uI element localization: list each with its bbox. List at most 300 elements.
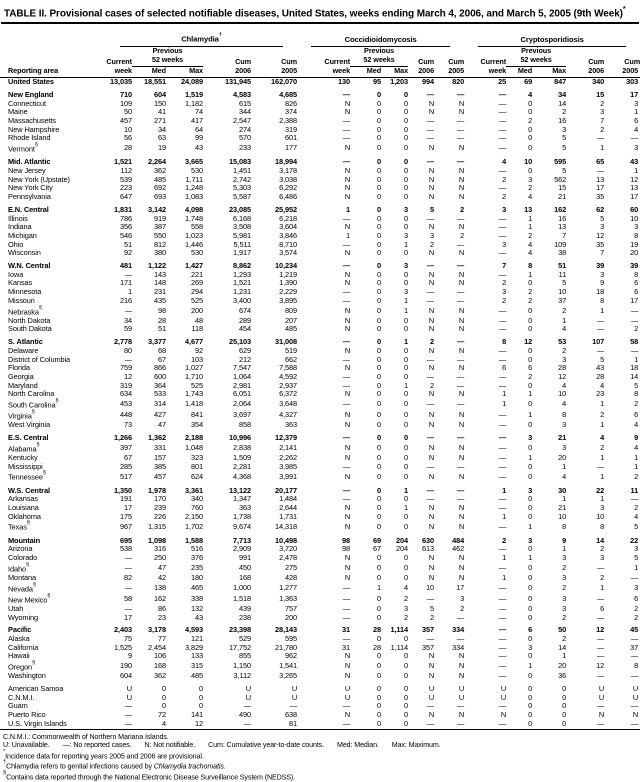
table-row xyxy=(0,306,640,317)
value-cell: 2,478 xyxy=(251,554,297,563)
value-cell: — xyxy=(297,495,350,504)
value-cell: 18 xyxy=(604,364,640,373)
value-cell: 207 xyxy=(251,317,297,326)
value-cell: 28 xyxy=(350,626,381,635)
table-row xyxy=(0,410,640,421)
value-cell: — xyxy=(297,463,350,472)
value-cell: 238 xyxy=(203,614,251,623)
value-cell: — xyxy=(408,134,434,143)
value-cell: 69 xyxy=(506,78,532,87)
value-cell: — xyxy=(464,347,506,356)
value-cell: 809 xyxy=(251,306,297,317)
value-cell: 18 xyxy=(566,288,604,297)
value-cell: 4 xyxy=(532,399,566,410)
value-cell: 1 xyxy=(604,563,640,574)
table-row xyxy=(0,232,640,241)
value-cell: 1,150 xyxy=(203,661,251,672)
value-cell: 162 xyxy=(132,594,166,605)
value-cell: 1,451 xyxy=(203,167,251,176)
reporting-area-cell: Colorado xyxy=(0,554,106,563)
value-cell: 760 xyxy=(166,504,203,513)
table-row xyxy=(0,338,640,347)
value-cell: 250 xyxy=(132,554,166,563)
value-cell: 340 xyxy=(166,495,203,504)
value-cell: 37 xyxy=(532,297,566,306)
table-row xyxy=(0,364,640,373)
disease-group-header-row xyxy=(0,24,640,47)
value-cell: — xyxy=(297,297,350,306)
value-cell: 2 xyxy=(464,279,506,288)
value-cell: 1 xyxy=(566,495,604,504)
value-cell: 0 xyxy=(381,635,408,644)
table-row xyxy=(0,373,640,382)
value-cell: 131,945 xyxy=(203,78,251,87)
value-cell: N xyxy=(434,421,464,430)
value-cell: N xyxy=(408,100,434,109)
value-cell: N xyxy=(434,184,464,193)
value-cell: U xyxy=(464,694,506,703)
value-cell: N xyxy=(434,390,464,399)
value-cell: 0 xyxy=(381,521,408,532)
value-cell: 7,588 xyxy=(251,364,297,373)
value-cell: 2,150 xyxy=(166,513,203,522)
value-cell: 200 xyxy=(251,614,297,623)
value-cell: 31,008 xyxy=(251,338,297,347)
value-cell: 1 xyxy=(604,108,640,117)
value-cell: 595 xyxy=(532,158,566,167)
value-cell: N xyxy=(297,652,350,661)
value-cell: 2,981 xyxy=(203,382,251,391)
value-cell: — xyxy=(408,91,434,100)
value-cell: 1,000 xyxy=(203,583,251,594)
value-cell: 1,519 xyxy=(166,91,203,100)
value-cell: 8 xyxy=(506,262,532,271)
value-cell: 334 xyxy=(434,626,464,635)
reporting-area-cell: Oregon§ xyxy=(0,661,106,672)
weeks52-label: 52 weeks xyxy=(134,56,201,65)
value-cell: 1 xyxy=(464,390,506,399)
value-cell: 0 xyxy=(381,167,408,176)
value-cell: 0 xyxy=(532,694,566,703)
value-cell: 8 xyxy=(604,271,640,280)
reporting-area-cell: Kansas xyxy=(0,279,106,288)
value-cell: 17 xyxy=(566,184,604,193)
table-row xyxy=(0,504,640,513)
value-cell: — xyxy=(464,652,506,661)
value-cell: 14 xyxy=(604,373,640,382)
value-cell: 38 xyxy=(532,249,566,258)
value-cell: 2 xyxy=(604,614,640,623)
value-cell: 274 xyxy=(203,126,251,135)
value-cell: 1 xyxy=(566,399,604,410)
value-cell: — xyxy=(297,720,350,729)
col-header-current: Current xyxy=(106,47,132,66)
value-cell: 613 xyxy=(408,545,434,554)
value-cell: 1,064 xyxy=(203,373,251,382)
value-cell: 58 xyxy=(106,594,132,605)
value-cell: 662 xyxy=(251,356,297,365)
value-cell: U xyxy=(434,694,464,703)
reporting-area-cell: Missouri xyxy=(0,297,106,306)
value-cell: 1 xyxy=(604,463,640,472)
value-cell: N xyxy=(297,317,350,326)
value-cell: N xyxy=(408,184,434,193)
value-cell: 2,281 xyxy=(203,463,251,472)
value-cell: 3,508 xyxy=(203,223,251,232)
value-cell: N xyxy=(408,513,434,522)
value-cell: — xyxy=(297,605,350,614)
table-body xyxy=(0,78,640,729)
col-header-previous-52-weeks xyxy=(506,47,566,66)
value-cell: 7,713 xyxy=(203,537,251,546)
value-cell: 841 xyxy=(166,410,203,421)
table-row xyxy=(0,215,640,224)
value-cell: 4,592 xyxy=(251,373,297,382)
value-cell: 5 xyxy=(566,215,604,224)
col-header-2005: 2005 xyxy=(251,66,297,78)
value-cell: N xyxy=(297,279,350,288)
value-cell: N xyxy=(434,271,464,280)
value-cell: 3,377 xyxy=(132,338,166,347)
value-cell: 0 xyxy=(506,382,532,391)
table-row xyxy=(0,91,640,100)
value-cell: 2,547 xyxy=(203,117,251,126)
value-cell: 3 xyxy=(566,223,604,232)
value-cell: 3,985 xyxy=(251,463,297,472)
value-cell: 92 xyxy=(106,249,132,258)
value-cell: 0 xyxy=(506,126,532,135)
previous-label: Previous xyxy=(352,47,406,56)
table-row xyxy=(0,126,640,135)
value-cell: 98 xyxy=(132,306,166,317)
reporting-area-cell: Guam xyxy=(0,702,106,711)
value-cell: 17 xyxy=(604,193,640,202)
value-cell: 344 xyxy=(203,108,251,117)
value-cell: 107 xyxy=(566,338,604,347)
value-cell: — xyxy=(106,702,132,711)
value-cell: 0 xyxy=(381,158,408,167)
group-label: Cryptosporidiosis xyxy=(520,35,583,44)
value-cell: 0 xyxy=(350,614,381,623)
value-cell: 3 xyxy=(381,288,408,297)
value-cell: 21 xyxy=(532,193,566,202)
value-cell: 3,361 xyxy=(166,487,203,496)
reporting-area-cell: Massachusetts xyxy=(0,117,106,126)
value-cell: 81 xyxy=(251,720,297,729)
value-cell: 6 xyxy=(604,410,640,421)
value-cell: 59 xyxy=(106,325,132,334)
value-cell: 19 xyxy=(132,143,166,154)
value-cell: 0 xyxy=(381,443,408,454)
value-cell: N xyxy=(297,711,350,720)
previous-label: Previous xyxy=(508,47,564,56)
table-row xyxy=(0,288,640,297)
value-cell: — xyxy=(604,720,640,729)
table-row xyxy=(0,661,640,672)
value-cell: 10 xyxy=(532,288,566,297)
reporting-area-cell: South Carolina§ xyxy=(0,399,106,410)
value-cell: — xyxy=(464,117,506,126)
value-cell: — xyxy=(604,672,640,681)
table-title xyxy=(1,7,639,24)
value-cell: 34 xyxy=(532,91,566,100)
value-cell: 72 xyxy=(132,711,166,720)
value-cell: 0 xyxy=(506,463,532,472)
value-cell: N xyxy=(434,306,464,317)
value-cell: N xyxy=(408,176,434,185)
value-cell: U xyxy=(408,694,434,703)
value-cell: 3 xyxy=(604,223,640,232)
value-cell: — xyxy=(434,373,464,382)
value-cell: 1 xyxy=(532,495,566,504)
value-cell: 1 xyxy=(464,554,506,563)
value-cell: 4 xyxy=(506,249,532,258)
value-cell: 812 xyxy=(132,241,166,250)
value-cell: 10 xyxy=(408,583,434,594)
value-cell: 550 xyxy=(132,232,166,241)
table-row xyxy=(0,644,640,653)
value-cell: 14 xyxy=(532,100,566,109)
value-cell: 41 xyxy=(132,108,166,117)
value-cell: 1 xyxy=(506,521,532,532)
value-cell: 11 xyxy=(532,271,566,280)
value-cell: 1 xyxy=(566,421,604,430)
value-cell: 2 xyxy=(408,338,434,347)
value-cell: 0 xyxy=(350,232,381,241)
value-cell: 1 xyxy=(381,382,408,391)
table-row xyxy=(0,454,640,463)
value-cell: 39 xyxy=(604,262,640,271)
value-cell: 6,168 xyxy=(203,215,251,224)
table-row xyxy=(0,108,640,117)
value-cell: 1,418 xyxy=(166,399,203,410)
value-cell: 20 xyxy=(532,661,566,672)
value-cell: 5 xyxy=(532,167,566,176)
value-cell: 1,219 xyxy=(251,271,297,280)
value-cell: 4 xyxy=(506,241,532,250)
table-row xyxy=(0,279,640,288)
value-cell: N xyxy=(408,193,434,202)
value-cell: 1 xyxy=(381,306,408,317)
value-cell: 0 xyxy=(350,594,381,605)
value-cell: 4,583 xyxy=(203,91,251,100)
value-cell: 148 xyxy=(132,279,166,288)
value-cell: 43 xyxy=(166,143,203,154)
value-cell: 2 xyxy=(566,410,604,421)
value-cell: N xyxy=(297,364,350,373)
value-cell: 17 xyxy=(434,583,464,594)
table-row xyxy=(0,605,640,614)
value-cell: 1,023 xyxy=(166,232,203,241)
value-cell: 2 xyxy=(434,206,464,215)
value-cell: 647 xyxy=(106,193,132,202)
value-cell: 162,070 xyxy=(251,78,297,87)
legend-item: —: No reported cases. xyxy=(63,741,132,750)
value-cell: 3,846 xyxy=(251,232,297,241)
value-cell: 6,292 xyxy=(251,184,297,193)
value-cell: 417 xyxy=(166,117,203,126)
value-cell: 1 xyxy=(350,583,381,594)
value-cell: 0 xyxy=(506,605,532,614)
value-cell: 6 xyxy=(604,279,640,288)
reporting-area-cell: Iowa xyxy=(0,271,106,280)
reporting-area-cell: American Samoa xyxy=(0,685,106,694)
value-cell: N xyxy=(434,574,464,583)
col-header-2006: 2006 xyxy=(408,66,434,78)
value-cell: 1 xyxy=(381,338,408,347)
table-row xyxy=(0,78,640,87)
value-cell: 0 xyxy=(350,513,381,522)
value-cell: 1,521 xyxy=(106,158,132,167)
value-cell: 2,229 xyxy=(251,288,297,297)
value-cell: N xyxy=(408,410,434,421)
value-cell: 0 xyxy=(506,720,532,729)
value-cell: 2 xyxy=(566,443,604,454)
value-cell: 3,142 xyxy=(132,206,166,215)
value-cell: 43 xyxy=(566,364,604,373)
value-cell: 319 xyxy=(106,382,132,391)
value-cell: 7 xyxy=(464,262,506,271)
reporting-area-cell: California xyxy=(0,644,106,653)
value-cell: 0 xyxy=(132,694,166,703)
value-cell: 638 xyxy=(251,711,297,720)
value-cell: 0 xyxy=(506,574,532,583)
value-cell: N xyxy=(297,454,350,463)
value-cell: 2 xyxy=(566,100,604,109)
value-cell: 485 xyxy=(166,672,203,681)
value-cell: 1,083 xyxy=(166,193,203,202)
value-cell: 5 xyxy=(532,279,566,288)
value-cell: — xyxy=(408,126,434,135)
value-cell: — xyxy=(434,91,464,100)
value-cell: N xyxy=(408,390,434,399)
reporting-area-cell: Illinois xyxy=(0,215,106,224)
value-cell: — xyxy=(434,614,464,623)
value-cell: 0 xyxy=(350,176,381,185)
value-cell: — xyxy=(408,262,434,271)
value-cell: 5,303 xyxy=(203,184,251,193)
value-cell: 484 xyxy=(434,537,464,546)
area-footnote-marker: § xyxy=(27,520,30,526)
value-cell: — xyxy=(464,325,506,334)
value-cell: 1 xyxy=(297,206,350,215)
value-cell: N xyxy=(434,347,464,356)
value-cell: 0 xyxy=(350,126,381,135)
value-cell: 2,838 xyxy=(203,443,251,454)
value-cell: 50 xyxy=(532,626,566,635)
value-cell: 1,231 xyxy=(203,288,251,297)
value-cell: 2,644 xyxy=(251,504,297,513)
value-cell: 121 xyxy=(166,635,203,644)
value-cell: U xyxy=(566,694,604,703)
value-cell: 80 xyxy=(106,347,132,356)
value-cell: — xyxy=(464,100,506,109)
value-cell: 454 xyxy=(203,325,251,334)
value-cell: 1,347 xyxy=(203,495,251,504)
value-cell: — xyxy=(566,614,604,623)
value-cell: — xyxy=(464,504,506,513)
value-cell: 0 xyxy=(381,279,408,288)
value-cell: N xyxy=(297,108,350,117)
empty-header-cell xyxy=(0,47,106,66)
value-cell: 0 xyxy=(350,134,381,143)
value-cell: 23,398 xyxy=(203,626,251,635)
value-cell: 8 xyxy=(532,410,566,421)
value-cell: — xyxy=(297,262,350,271)
value-cell: 2,388 xyxy=(251,117,297,126)
value-cell: 28 xyxy=(350,644,381,653)
group-label: Chlamydia xyxy=(181,35,219,44)
value-cell: 0 xyxy=(506,672,532,681)
value-cell: — xyxy=(464,223,506,232)
value-cell: 674 xyxy=(203,306,251,317)
value-cell: N xyxy=(434,652,464,661)
value-cell: N xyxy=(434,108,464,117)
value-cell: — xyxy=(464,421,506,430)
reporting-area-cell: United States xyxy=(0,78,106,87)
value-cell: 0 xyxy=(381,554,408,563)
reporting-area-cell: Nevada§ xyxy=(0,583,106,594)
value-cell: 595 xyxy=(251,635,297,644)
value-cell: — xyxy=(297,356,350,365)
value-cell: 0 xyxy=(506,545,532,554)
value-cell: 2 xyxy=(532,563,566,574)
value-cell: 0 xyxy=(381,702,408,711)
table-row xyxy=(0,347,640,356)
legend-item: Max: Maximum. xyxy=(392,741,441,750)
value-cell: 3 xyxy=(381,262,408,271)
value-cell: 0 xyxy=(381,454,408,463)
reporting-area-cell: Wisconsin xyxy=(0,249,106,258)
value-cell: — xyxy=(434,356,464,365)
reporting-area-cell: Pennsylvania xyxy=(0,193,106,202)
value-cell: 1,315 xyxy=(132,521,166,532)
value-cell: 0 xyxy=(506,306,532,317)
value-cell: 1,362 xyxy=(132,434,166,443)
value-cell: N xyxy=(297,554,350,563)
value-cell: — xyxy=(297,702,350,711)
value-cell: 374 xyxy=(251,108,297,117)
value-cell: 3,720 xyxy=(251,545,297,554)
value-cell: 3 xyxy=(381,232,408,241)
value-cell: U xyxy=(251,694,297,703)
reporting-area-cell: Puerto Rico xyxy=(0,711,106,720)
value-cell: 919 xyxy=(132,215,166,224)
value-cell: 269 xyxy=(166,279,203,288)
value-cell: 0 xyxy=(506,421,532,430)
value-cell: N xyxy=(434,410,464,421)
value-cell: — xyxy=(297,241,350,250)
value-cell: 2 xyxy=(604,325,640,334)
value-cell: 143 xyxy=(132,271,166,280)
value-cell: — xyxy=(297,583,350,594)
value-cell: 0 xyxy=(381,495,408,504)
table-row xyxy=(0,720,640,729)
value-cell: 1,427 xyxy=(166,262,203,271)
value-cell: — xyxy=(106,271,132,280)
value-cell: 103 xyxy=(166,356,203,365)
value-cell: 15 xyxy=(532,184,566,193)
value-cell: 362 xyxy=(132,167,166,176)
value-cell: — xyxy=(566,652,604,661)
value-cell: 1 xyxy=(532,463,566,472)
value-cell: 2 xyxy=(408,241,434,250)
value-cell: N xyxy=(297,521,350,532)
value-cell: 8 xyxy=(566,521,604,532)
value-cell: 2 xyxy=(604,605,640,614)
value-cell: — xyxy=(464,410,506,421)
value-cell: 519 xyxy=(251,347,297,356)
